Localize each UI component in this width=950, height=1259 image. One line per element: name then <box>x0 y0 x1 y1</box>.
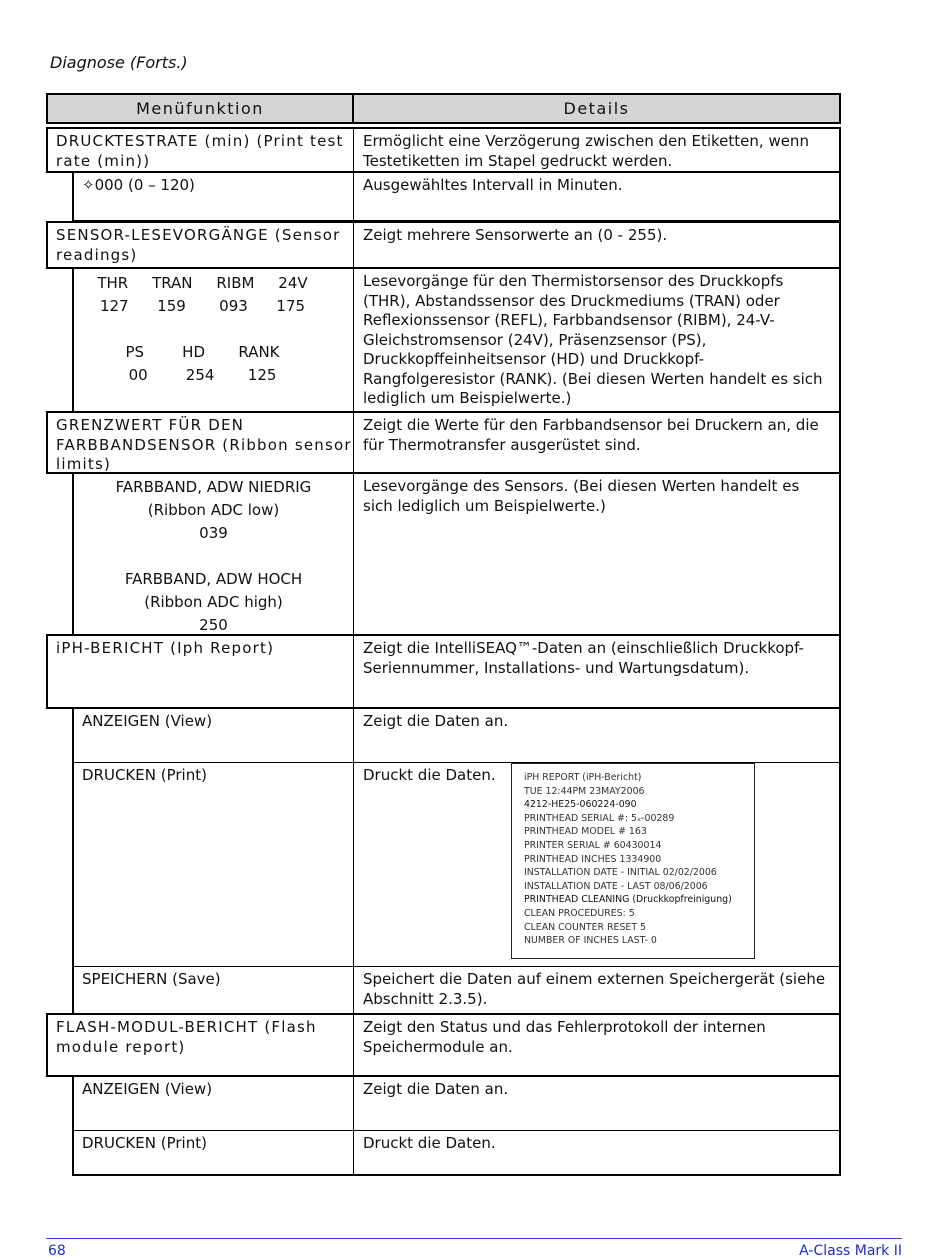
menu-cell: DRUCKTESTRATE (min) (Print test rate (min)) <box>56 132 344 170</box>
table-row <box>46 411 841 474</box>
ribbon-low-label-en: (Ribbon ADC low) <box>147 501 280 519</box>
table-row <box>46 127 841 173</box>
receipt-line: NUMBER OF INCHES LAST- 0 <box>524 935 657 947</box>
table-row <box>72 967 841 1015</box>
product-name: A-Class Mark II <box>799 1243 902 1259</box>
receipt-line: PRINTHEAD INCHES 1334900 <box>524 853 662 865</box>
details-cell: Zeigt mehrere Sensorwerte an (0 - 255). <box>353 223 839 267</box>
details-cell: Zeigt die IntelliSEAQ™-Daten an (einschließlich Druckkopf-Seriennummer, Installations- und Wartungsdatum). <box>353 636 839 707</box>
header-details: Details <box>352 93 841 124</box>
table-row <box>72 173 841 221</box>
sensor-names-line-1: THR TRAN RIBM 24V <box>97 274 308 292</box>
section-title: Diagnose (Forts.) <box>50 53 188 72</box>
receipt-line: 4212-HE25-060224-090 <box>524 799 637 811</box>
menu-cell: ANZEIGEN (View) <box>82 712 213 730</box>
iph-report-printout <box>511 763 755 959</box>
ribbon-high-value: 250 <box>199 616 228 634</box>
table-row <box>72 474 841 636</box>
receipt-line: PRINTHEAD MODEL # 163 <box>524 826 647 838</box>
menu-cell <box>74 474 353 636</box>
details-cell: Ausgewähltes Intervall in Minuten. <box>353 173 839 220</box>
menu-cell: GRENZWERT FÜR DEN FARBBANDSENSOR (Ribbon sensor limits) <box>56 416 352 473</box>
menu-cell: DRUCKEN (Print) <box>82 1134 207 1152</box>
menu-cell: ANZEIGEN (View) <box>82 1080 213 1098</box>
spacer-line <box>74 318 331 341</box>
menu-cell: ✧000 (0 – 120) <box>82 176 195 194</box>
sensor-values-line-2: 00 254 125 <box>128 366 277 384</box>
details-cell: Speichert die Daten auf einem externen Speichergerät (siehe Abschnitt 2.3.5). <box>353 967 839 1015</box>
menu-cell: DRUCKEN (Print) <box>82 766 207 784</box>
receipt-line: PRINTHEAD CLEANING (Druckkopfreinigung) <box>524 894 732 906</box>
table-row <box>46 1013 841 1077</box>
table-row <box>72 269 841 411</box>
details-cell: Zeigt die Daten an. <box>353 709 839 762</box>
menu-cell: iPH-BERICHT (Iph Report) <box>56 639 275 657</box>
menu-cell <box>74 269 353 411</box>
details-cell: Druckt die Daten. <box>353 763 839 966</box>
sensor-values-line-1: 127 159 093 175 <box>99 297 306 315</box>
receipt-line: iPH REPORT (iPH-Bericht) <box>524 772 642 783</box>
details-cell: Zeigt die Daten an. <box>353 1077 839 1130</box>
details-cell: Zeigt die Werte für den Farbbandsensor bei Druckern an, die für Thermotransfer ausgerüstet sind. <box>353 413 839 472</box>
table-row <box>46 634 841 709</box>
receipt-line: PRINTHEAD SERIAL #: 5ₓ-00289 <box>524 812 675 824</box>
ribbon-low-value: 039 <box>199 524 228 542</box>
details-cell: Ermöglicht eine Verzögerung zwischen den Etiketten, wenn Testetiketten im Stapel gedruckt werden. <box>353 129 839 171</box>
menu-cell: SPEICHERN (Save) <box>82 970 221 988</box>
spacer-line <box>74 545 353 568</box>
table-row <box>72 709 841 763</box>
menu-cell: SENSOR-LESEVORGÄNGE (Sensor readings) <box>56 226 341 264</box>
ribbon-high-label: FARBBAND, ADW HOCH <box>124 570 303 588</box>
receipt-line: CLEAN PROCEDURES: 5 <box>524 907 635 919</box>
receipt-line: CLEAN COUNTER RESET 5 <box>524 921 647 933</box>
page-number: 68 <box>48 1243 66 1259</box>
table-row <box>72 1077 841 1131</box>
details-cell: Lesevorgänge des Sensors. (Bei diesen Werten handelt es sich lediglich um Beispielwerte.) <box>353 474 839 636</box>
receipt-line: TUE 12:44PM 23MAY2006 <box>524 785 645 797</box>
ribbon-low-label: FARBBAND, ADW NIEDRIG <box>115 478 312 496</box>
table-row <box>72 1131 841 1176</box>
header-menu: Menüfunktion <box>46 93 354 124</box>
receipt-line: INSTALLATION DATE - INITIAL 02/02/2006 <box>524 867 717 879</box>
ribbon-high-label-en: (Ribbon ADC high) <box>144 593 283 611</box>
footer-rule <box>46 1238 902 1239</box>
receipt-line: INSTALLATION DATE - LAST 08/06/2006 <box>524 880 708 892</box>
menu-cell: FLASH-MODUL-BERICHT (Flash module report) <box>56 1018 317 1056</box>
table-row <box>46 221 841 269</box>
details-cell: Druckt die Daten. <box>353 1131 839 1174</box>
receipt-line: PRINTER SERIAL # 60430014 <box>524 839 662 851</box>
sensor-names-line-2: PS HD RANK <box>125 343 280 361</box>
details-cell: Lesevorgänge für den Thermistorsensor des Druckkopfs (THR), Abstandssensor des Druckmediums (TRAN) oder Reflexionssensor (REFL), Farbbandsensor (RIBM), 24-V-Gleichstromsensor (24V), Präsenzsensor (PS), Druckkopffeinheitsensor (HD) und Druckkopf-Rangfolgeresistor (RANK). (Bei diesen Werten handelt es sich lediglich um Beispielwerte.) <box>353 269 839 411</box>
details-cell: Zeigt den Status und das Fehlerprotokoll der internen Speichermodule an. <box>353 1015 839 1075</box>
